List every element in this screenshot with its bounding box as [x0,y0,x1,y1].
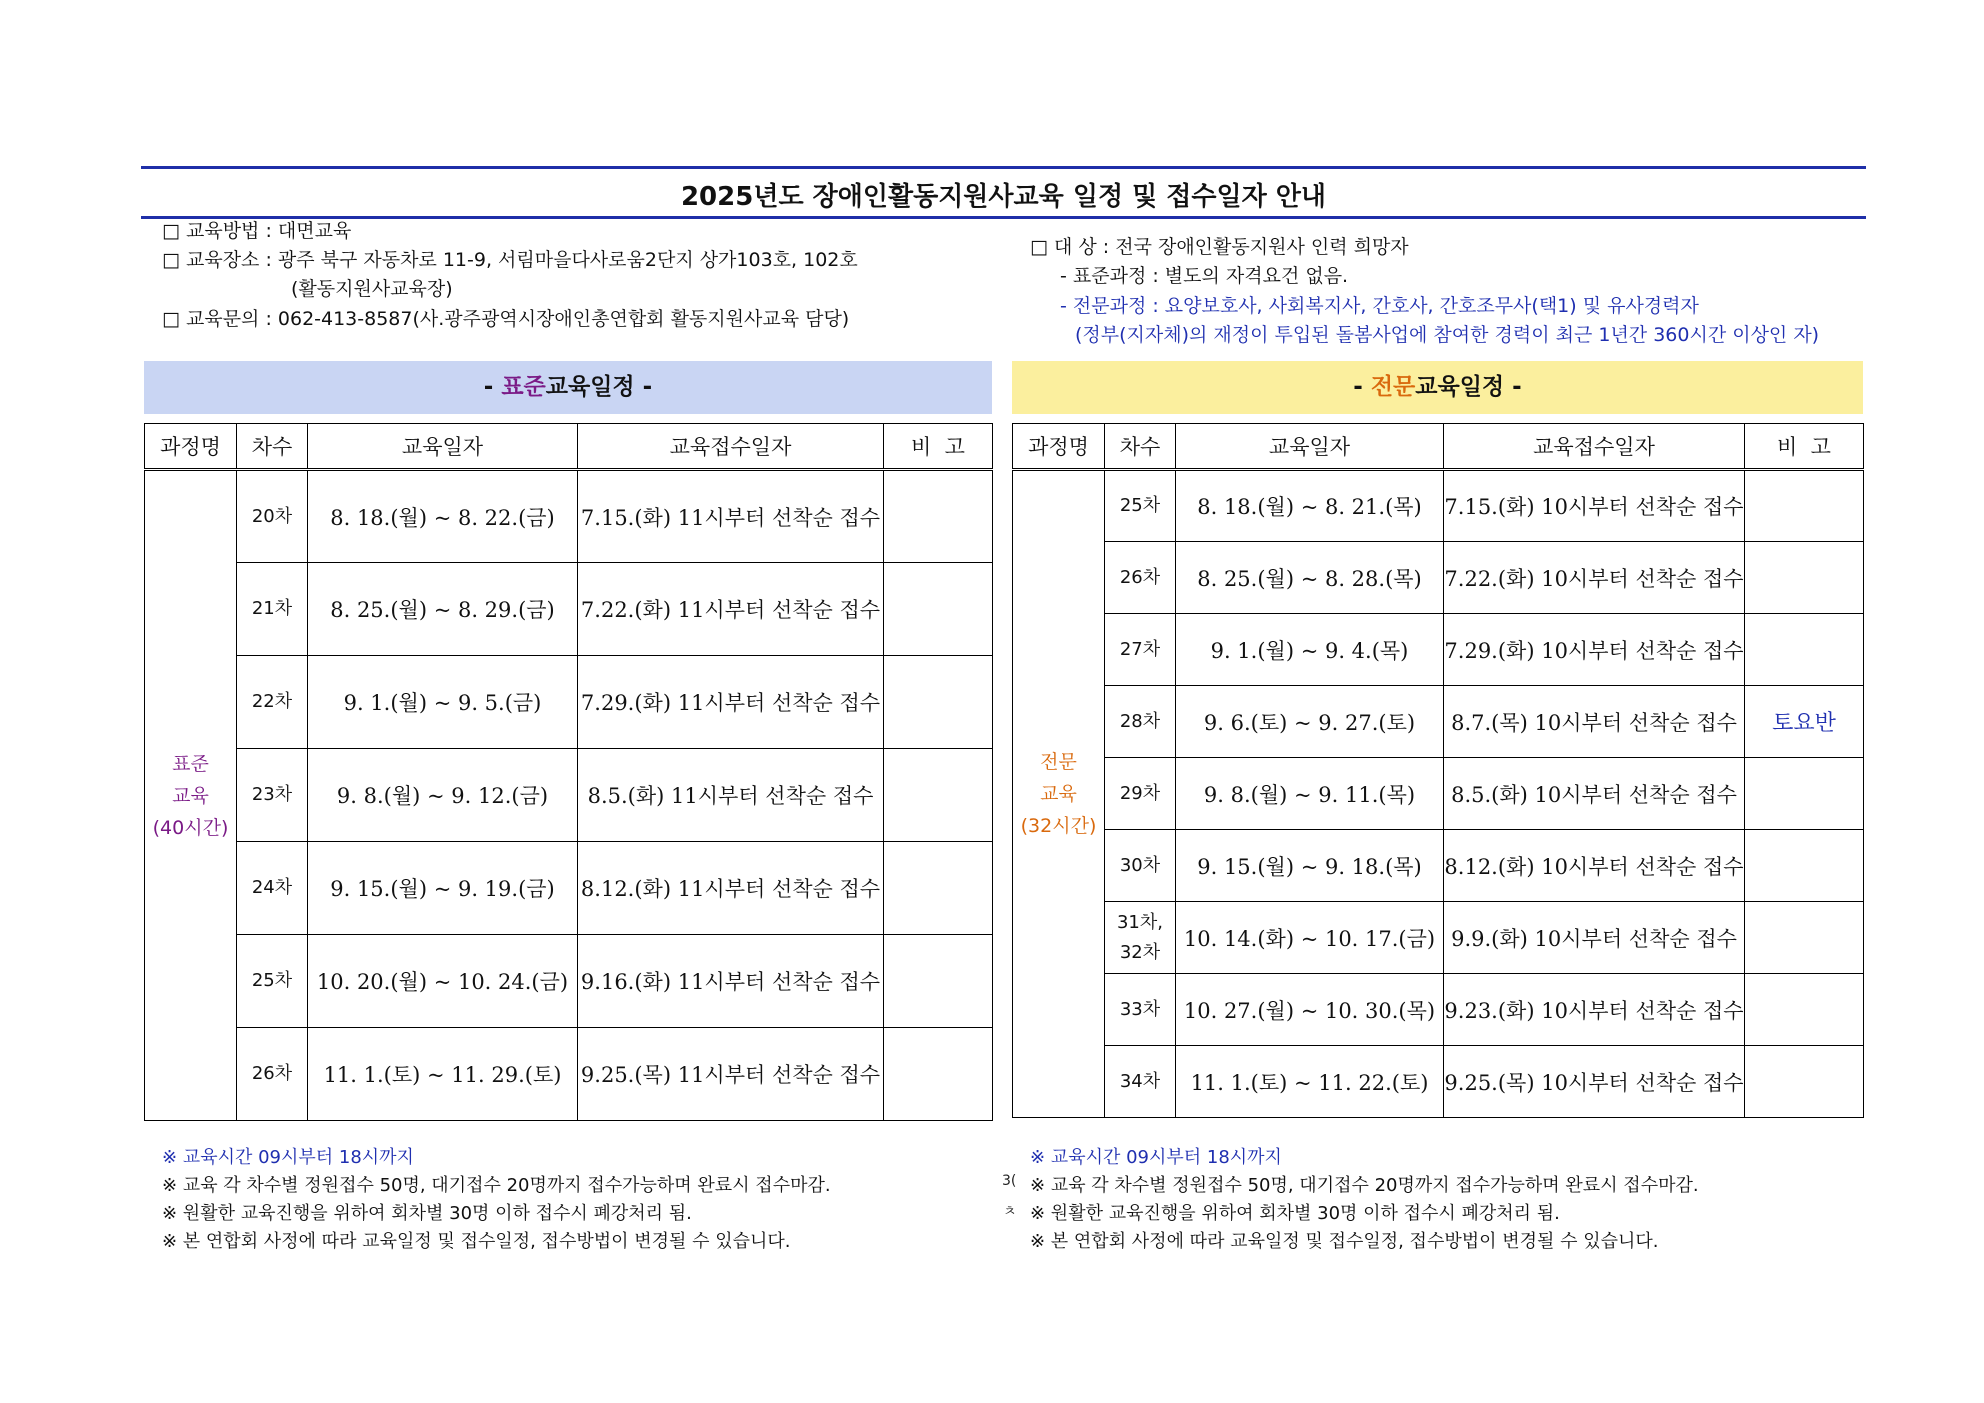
standard-note-hours: ※ 교육시간 09시부터 18시까지 [162,1147,414,1168]
registration-cell: 7.22.(화) 11시부터 선착순 접수 [578,563,884,656]
standard-note-cancel: ※ 원활한 교육진행을 위하여 회차별 30명 이하 접수시 폐강처리 됨. [162,1203,692,1224]
table-row [1013,686,1864,758]
standard-band-accent: 표준 [501,374,546,400]
date-cell: 9. 8.(월) ~ 9. 12.(금) [308,749,578,842]
course-hours: (32시간) [1020,815,1097,837]
info-location: □ 교육장소 : 광주 북구 자동차로 11-9, 서림마을다사로움2단지 상가103호, 102호 [162,249,858,271]
note-cell: 토요반 [1745,686,1864,758]
standard-band-rest: 교육일정 - [545,374,653,400]
table-row [1013,758,1864,830]
round-cell: 23차 [237,749,308,842]
standard-band-prefix: - [483,374,502,400]
note-cell [884,935,993,1028]
registration-cell: 8.12.(화) 10시부터 선착순 접수 [1444,830,1745,902]
course-name-line2: 교육 [172,784,209,807]
header-round: 차수 [237,424,308,470]
registration-cell: 9.25.(목) 10시부터 선착순 접수 [1444,1046,1745,1118]
table-row [145,1028,993,1121]
course-name-line2: 교육 [1040,783,1077,805]
table-row [1013,830,1864,902]
date-cell: 11. 1.(토) ~ 11. 29.(토) [308,1028,578,1121]
date-cell: 9. 1.(월) ~ 9. 5.(금) [308,656,578,749]
note-cell [1745,470,1864,542]
date-cell: 9. 15.(월) ~ 9. 19.(금) [308,842,578,935]
registration-cell: 7.22.(화) 10시부터 선착순 접수 [1444,542,1745,614]
professional-note-hours: ※ 교육시간 09시부터 18시까지 [1030,1147,1282,1168]
note-cell [1745,902,1864,974]
table-row [145,749,993,842]
professional-note-cancel: ※ 원활한 교육진행을 위하여 회차별 30명 이하 접수시 폐강처리 됨. [1030,1203,1560,1224]
registration-cell: 8.5.(화) 10시부터 선착순 접수 [1444,758,1745,830]
round-cell: 26차 [1105,542,1176,614]
round-cell: 25차 [237,935,308,1028]
table-header-row [1013,424,1864,470]
registration-cell: 9.9.(화) 10시부터 선착순 접수 [1444,902,1745,974]
course-cell [1013,470,1105,1118]
professional-band-accent: 전문 [1370,374,1416,400]
header-course: 과정명 [145,424,237,470]
date-cell: 10. 27.(월) ~ 10. 30.(목) [1176,974,1444,1046]
note-cell [1745,542,1864,614]
registration-cell: 9.16.(화) 11시부터 선착순 접수 [578,935,884,1028]
professional-band-rest: 교육일정 - [1415,374,1522,400]
date-cell: 9. 1.(월) ~ 9. 4.(목) [1176,614,1444,686]
info-contact: □ 교육문의 : 062-413-8587(사.광주광역시장애인총연합회 활동지원사교육 담당) [162,308,850,330]
standard-note-capacity: ※ 교육 각 차수별 정원접수 50명, 대기접수 20명까지 접수가능하며 완료시 접수마감. [162,1175,831,1196]
round-cell: 28차 [1105,686,1176,758]
date-cell: 9. 15.(월) ~ 9. 18.(목) [1176,830,1444,902]
table-row [1013,542,1864,614]
round-cell: 20차 [237,470,308,563]
registration-cell: 8.7.(목) 10시부터 선착순 접수 [1444,686,1745,758]
table-row [145,935,993,1028]
round-cell: 25차 [1105,470,1176,542]
table-row [1013,974,1864,1046]
round-cell: 34차 [1105,1046,1176,1118]
registration-cell: 7.29.(화) 10시부터 선착순 접수 [1444,614,1745,686]
standard-note-change: ※ 본 연합회 사정에 따라 교육일정 및 접수일정, 접수방법이 변경될 수 있습니다. [162,1231,791,1252]
date-cell: 11. 1.(토) ~ 11. 22.(토) [1176,1046,1444,1118]
round-cell: 33차 [1105,974,1176,1046]
professional-band [1012,361,1863,414]
date-cell: 9. 6.(토) ~ 9. 27.(토) [1176,686,1444,758]
date-cell: 10. 20.(월) ~ 10. 24.(금) [308,935,578,1028]
note-cell [1745,614,1864,686]
note-cell [1745,974,1864,1046]
note-cell [1745,830,1864,902]
round-cell: 27차 [1105,614,1176,686]
round-cell: 30차 [1105,830,1176,902]
registration-cell: 8.5.(화) 11시부터 선착순 접수 [578,749,884,842]
professional-band-prefix: - [1353,374,1371,400]
top-rule [141,166,1866,169]
table-row [1013,470,1864,542]
note-cell [884,656,993,749]
registration-cell: 9.23.(화) 10시부터 선착순 접수 [1444,974,1745,1046]
date-cell: 8. 25.(월) ~ 8. 28.(목) [1176,542,1444,614]
registration-cell: 8.12.(화) 11시부터 선착순 접수 [578,842,884,935]
registration-cell: 7.15.(화) 10시부터 선착순 접수 [1444,470,1745,542]
page-title: 2025년도 장애인활동지원사교육 일정 및 접수일자 안내 [680,182,1327,212]
round-cell: 24차 [237,842,308,935]
info-pro-req: - 전문과정 : 요양보호사, 사회복지사, 간호사, 간호조무사(택1) 및 유사경력자 [1060,295,1699,317]
header-round: 차수 [1105,424,1176,470]
header-date: 교육일자 [1176,424,1444,470]
course-hours: (40시간) [152,816,229,839]
table-row [145,842,993,935]
info-method: □ 교육방법 : 대면교육 [162,220,352,242]
note-cell [1745,1046,1864,1118]
registration-cell: 9.25.(목) 11시부터 선착순 접수 [578,1028,884,1121]
header-date: 교육일자 [308,424,578,470]
info-target: □ 대 상 : 전국 장애인활동지원사 인력 희망자 [1030,236,1409,258]
round-cell: 29차 [1105,758,1176,830]
registration-cell: 7.29.(화) 11시부터 선착순 접수 [578,656,884,749]
header-note: 비 고 [884,424,993,470]
table-row [1013,902,1864,974]
round-cell: 26차 [237,1028,308,1121]
table-row [145,563,993,656]
table-row [145,656,993,749]
note-cell [1745,758,1864,830]
round-cell: 31차, 32차 [1105,902,1176,974]
date-cell: 10. 14.(화) ~ 10. 17.(금) [1176,902,1444,974]
header-registration: 교육접수일자 [578,424,884,470]
header-registration: 교육접수일자 [1444,424,1745,470]
standard-band [144,361,992,414]
date-cell: 8. 18.(월) ~ 8. 22.(금) [308,470,578,563]
note-cell [884,749,993,842]
round-cell: 22차 [237,656,308,749]
professional-note-capacity: ※ 교육 각 차수별 정원접수 50명, 대기접수 20명까지 접수가능하며 완료시 접수마감. [1030,1175,1699,1196]
date-cell: 9. 8.(월) ~ 9. 11.(목) [1176,758,1444,830]
info-location-sub: (활동지원사교육장) [291,278,453,300]
info-standard-req: - 표준과정 : 별도의 자격요건 없음. [1060,265,1349,287]
date-cell: 8. 18.(월) ~ 8. 21.(목) [1176,470,1444,542]
title-rule [141,216,1866,219]
note-cell [884,1028,993,1121]
table-row [145,470,993,563]
date-cell: 8. 25.(월) ~ 8. 29.(금) [308,563,578,656]
course-name-line1: 전문 [1040,751,1077,773]
standard-schedule-table [144,423,993,1121]
table-row [1013,614,1864,686]
note-cell [884,470,993,563]
round-cell: 21차 [237,563,308,656]
course-cell [145,470,237,1121]
course-name-line1: 표준 [172,752,209,775]
header-note: 비 고 [1745,424,1864,470]
table-header-row [145,424,993,470]
margin-fragment: ㅊ [1003,1204,1017,1220]
professional-schedule-table [1012,423,1864,1118]
note-cell [884,842,993,935]
note-cell [884,563,993,656]
registration-cell: 7.15.(화) 11시부터 선착순 접수 [578,470,884,563]
header-course: 과정명 [1013,424,1105,470]
info-pro-req-detail: (정부(지자체)의 재정이 투입된 돌봄사업에 참여한 경력이 최근 1년간 360시간 이상인 자) [1075,324,1820,346]
margin-fragment: 3( [1002,1173,1017,1189]
table-row [1013,1046,1864,1118]
professional-note-change: ※ 본 연합회 사정에 따라 교육일정 및 접수일정, 접수방법이 변경될 수 있습니다. [1030,1231,1659,1252]
